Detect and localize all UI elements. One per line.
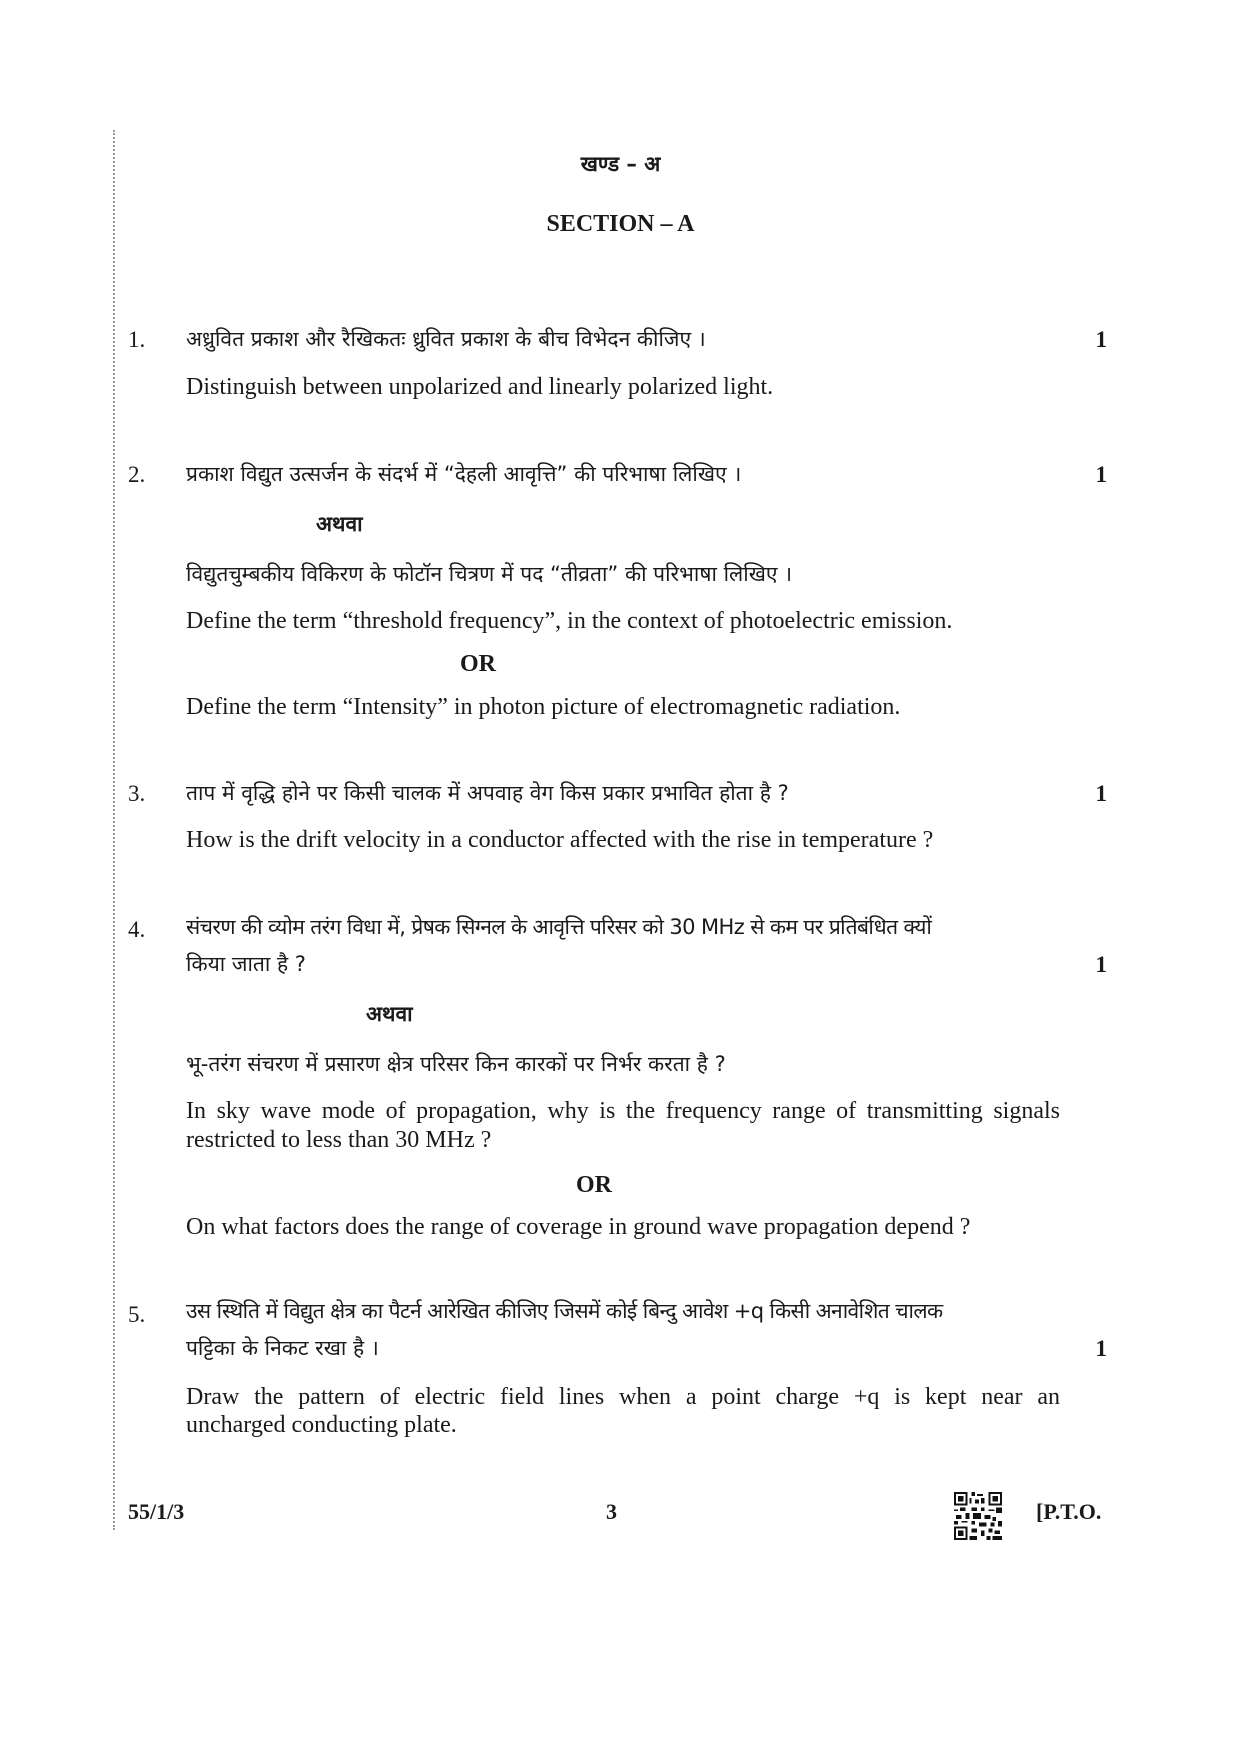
question-alt-text-english: Define the term “Intensity” in photon picture of electromagnetic radiation.: [186, 694, 901, 720]
or-separator-english: OR: [576, 1172, 612, 1198]
question-marks: 1: [1095, 327, 1107, 352]
or-separator-hindi: अथवा: [316, 512, 363, 536]
question-text-english: How is the drift velocity in a conductor affected with the rise in temperature ?: [186, 827, 934, 853]
question-alt-text-english: On what factors does the range of coverage in ground wave propagation depend ?: [186, 1214, 971, 1240]
page-number: 3: [606, 1499, 617, 1524]
paper-code: 55/1/3: [128, 1499, 185, 1524]
question-number: 1.: [128, 327, 146, 352]
or-separator-english: OR: [460, 651, 496, 677]
question-number: 2.: [128, 462, 146, 487]
question-text-english: Define the term “threshold frequency”, in the context of photoelectric emission.: [186, 608, 953, 634]
question-alt-text-hindi: भू-तरंग संचरण में प्रसारण क्षेत्र परिसर किन कारकों पर निर्भर करता है ?: [186, 1052, 726, 1076]
question-text-hindi-line2: किया जाता है ?: [186, 952, 306, 976]
section-title-english: SECTION – A: [546, 211, 695, 237]
margin-dotted-rule: [113, 130, 115, 1530]
question-text-hindi: ताप में वृद्धि होने पर किसी चालक में अपवाह वेग किस प्रकार प्रभावित होता है ?: [186, 781, 789, 805]
question-text-english-line1: In sky wave mode of propagation, why is the frequency range of transmitting signals: [186, 1098, 1060, 1124]
or-separator-hindi: अथवा: [366, 1002, 413, 1026]
question-text-hindi: प्रकाश विद्युत उत्सर्जन के संदर्भ में “देहली आवृत्ति” की परिभाषा लिखिए ।: [186, 462, 742, 486]
question-text-english: Distinguish between unpolarized and linearly polarized light.: [186, 374, 774, 400]
question-text-hindi-line2: पट्टिका के निकट रखा है ।: [186, 1336, 379, 1360]
question-marks: 1: [1095, 1336, 1107, 1361]
question-text-english-line2: uncharged conducting plate.: [186, 1412, 457, 1438]
section-title-hindi: खण्ड – अ: [580, 152, 661, 176]
question-marks: 1: [1095, 781, 1107, 806]
question-number: 4.: [128, 917, 146, 942]
qr-code-icon: [954, 1492, 1002, 1540]
question-text-hindi-line1: उस स्थिति में विद्युत क्षेत्र का पैटर्न आरेखित कीजिए जिसमें कोई बिन्दु आवेश +q किसी अनावेशित चालक: [186, 1299, 943, 1323]
question-text-english-line2: restricted to less than 30 MHz ?: [186, 1127, 492, 1153]
question-marks: 1: [1095, 462, 1107, 487]
question-text-hindi: अध्रुवित प्रकाश और रैखिकतः ध्रुवित प्रकाश के बीच विभेदन कीजिए ।: [186, 327, 706, 351]
question-text-english-line1: Draw the pattern of electric field lines when a point charge +q is kept near an: [186, 1384, 1060, 1410]
question-marks: 1: [1095, 952, 1107, 977]
please-turn-over: [P.T.O.: [1036, 1499, 1102, 1524]
question-alt-text-hindi: विद्युतचुम्बकीय विकिरण के फोटॉन चित्रण में पद “तीव्रता” की परिभाषा लिखिए ।: [186, 562, 793, 586]
question-number: 5.: [128, 1302, 146, 1327]
question-text-hindi-line1: संचरण की व्योम तरंग विधा में, प्रेषक सिग्नल के आवृत्ति परिसर को 30 MHz से कम पर प्रतिबंधित क्यों: [186, 915, 932, 939]
question-number: 3.: [128, 781, 146, 806]
